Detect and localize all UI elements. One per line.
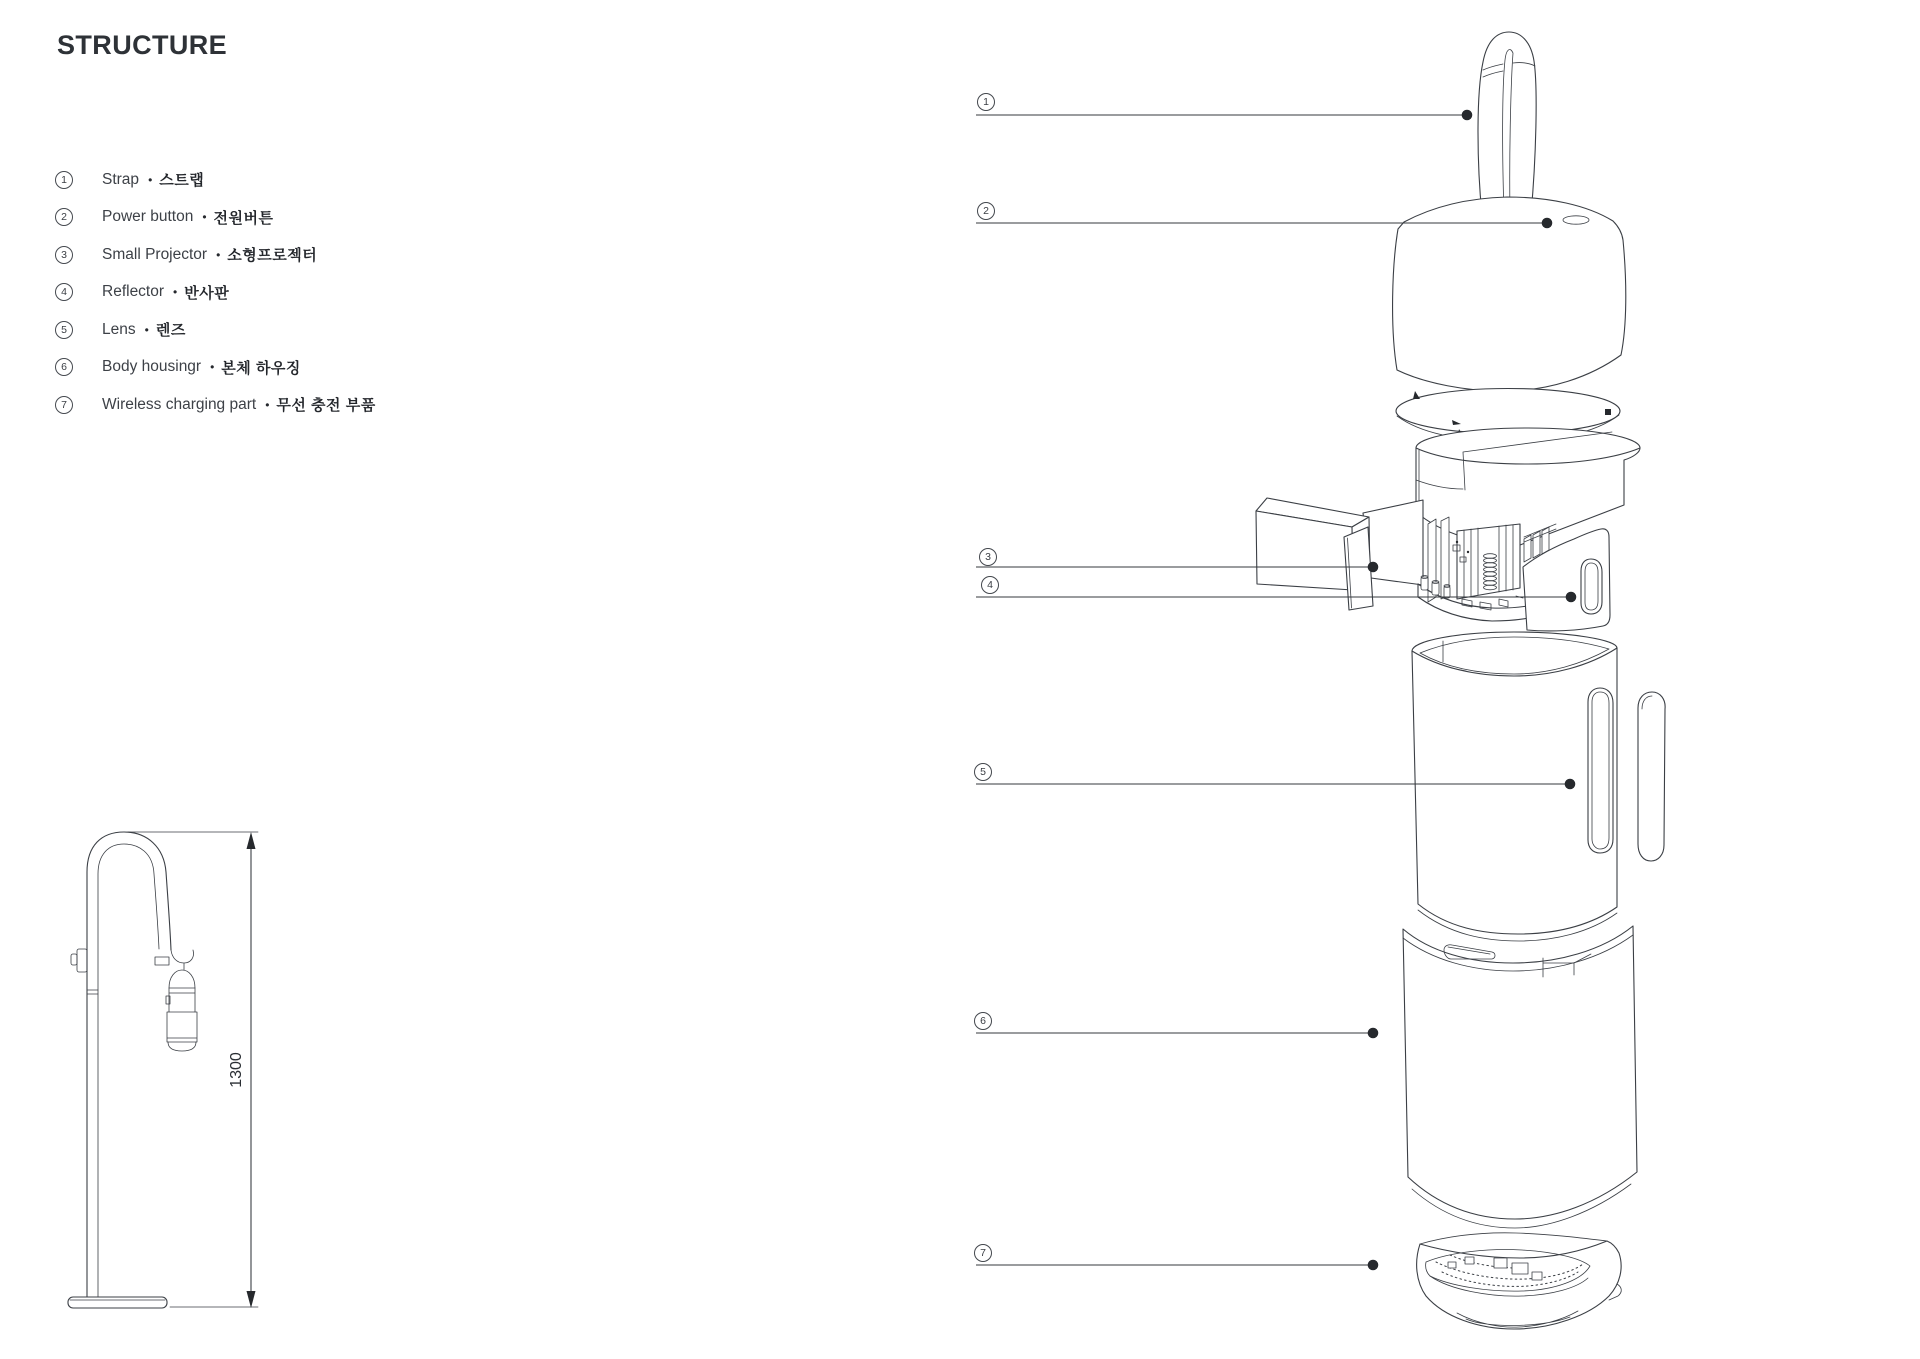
legend-number-badge: 7 — [55, 396, 73, 414]
callout-number: 5 — [980, 766, 986, 778]
legend-bullet: • — [202, 210, 207, 225]
legend-number-badge: 3 — [55, 246, 73, 264]
lens-cylinder-drawing — [1412, 632, 1617, 941]
parts-legend — [55, 161, 376, 424]
projector-box-drawing — [1256, 498, 1423, 610]
callout-1-strap — [977, 93, 995, 111]
callout-3-small-projector — [979, 548, 997, 566]
callout-6-body-housing — [974, 1012, 992, 1030]
legend-number-badge: 1 — [55, 171, 73, 189]
legend-label-ko: 렌즈 — [155, 322, 186, 340]
top-cap-drawing — [1393, 197, 1626, 391]
legend-label-en: Power button — [102, 208, 194, 226]
legend-number-badge: 6 — [55, 358, 73, 376]
callout-5-lens — [974, 763, 992, 781]
callout-number: 2 — [983, 205, 989, 217]
legend-label-ko: 전원버튼 — [213, 209, 274, 227]
legend-item-wireless-charging — [55, 386, 376, 424]
strap-drawing — [1478, 32, 1536, 215]
lens-cover-strip-drawing — [1638, 692, 1665, 861]
wireless-charging-cap-drawing — [1417, 1233, 1622, 1329]
legend-item-reflector — [55, 274, 376, 312]
hanging-lamp-outline — [155, 950, 197, 1051]
legend-number-badge: 5 — [55, 321, 73, 339]
legend-number-badge: 2 — [55, 208, 73, 226]
legend-label-en: Wireless charging part — [102, 395, 257, 413]
legend-label-ko: 소형프로젝터 — [227, 247, 318, 265]
legend-label-ko: 무선 충전 부품 — [276, 397, 376, 415]
legend-label-ko: 반사판 — [184, 284, 230, 302]
callout-number: 7 — [980, 1247, 986, 1259]
legend-label-en: Small Projector — [102, 245, 208, 263]
legend-label-en: Strap — [102, 170, 140, 188]
stand-height-dimension-label: 1300 — [228, 1052, 245, 1088]
legend-bullet: • — [210, 360, 215, 375]
callout-2-power-button — [977, 202, 995, 220]
callout-4-reflector — [981, 576, 999, 594]
callout-number: 3 — [985, 551, 991, 563]
callout-number: 4 — [987, 579, 993, 591]
legend-bullet: • — [144, 322, 149, 337]
callout-number: 6 — [980, 1015, 986, 1027]
body-housing-drawing — [1403, 926, 1637, 1228]
legend-label-ko: 본체 하우징 — [221, 359, 301, 377]
legend-item-strap — [55, 161, 376, 199]
upper-drum-drawing — [1416, 428, 1640, 545]
legend-item-lens — [55, 311, 376, 349]
legend-item-small-projector — [55, 236, 376, 274]
legend-label-en: Reflector — [102, 283, 165, 301]
legend-label-en: Body housingr — [102, 358, 202, 376]
legend-label-ko: 스트랩 — [159, 172, 205, 190]
legend-bullet: • — [265, 397, 270, 412]
legend-bullet: • — [148, 172, 153, 187]
floor-stand-outline — [68, 832, 171, 1308]
page-title: STRUCTURE — [57, 30, 228, 60]
callout-number: 1 — [983, 96, 989, 108]
legend-item-power-button — [55, 199, 376, 237]
legend-item-body-housing — [55, 349, 376, 387]
legend-label-en: Lens — [102, 320, 136, 338]
exploded-view-drawing — [940, 20, 1700, 1350]
legend-bullet: • — [216, 247, 221, 262]
legend-number-badge: 4 — [55, 283, 73, 301]
callout-7-wireless-charging — [974, 1244, 992, 1262]
stand-dimension-drawing — [50, 815, 265, 1315]
legend-bullet: • — [173, 285, 178, 300]
